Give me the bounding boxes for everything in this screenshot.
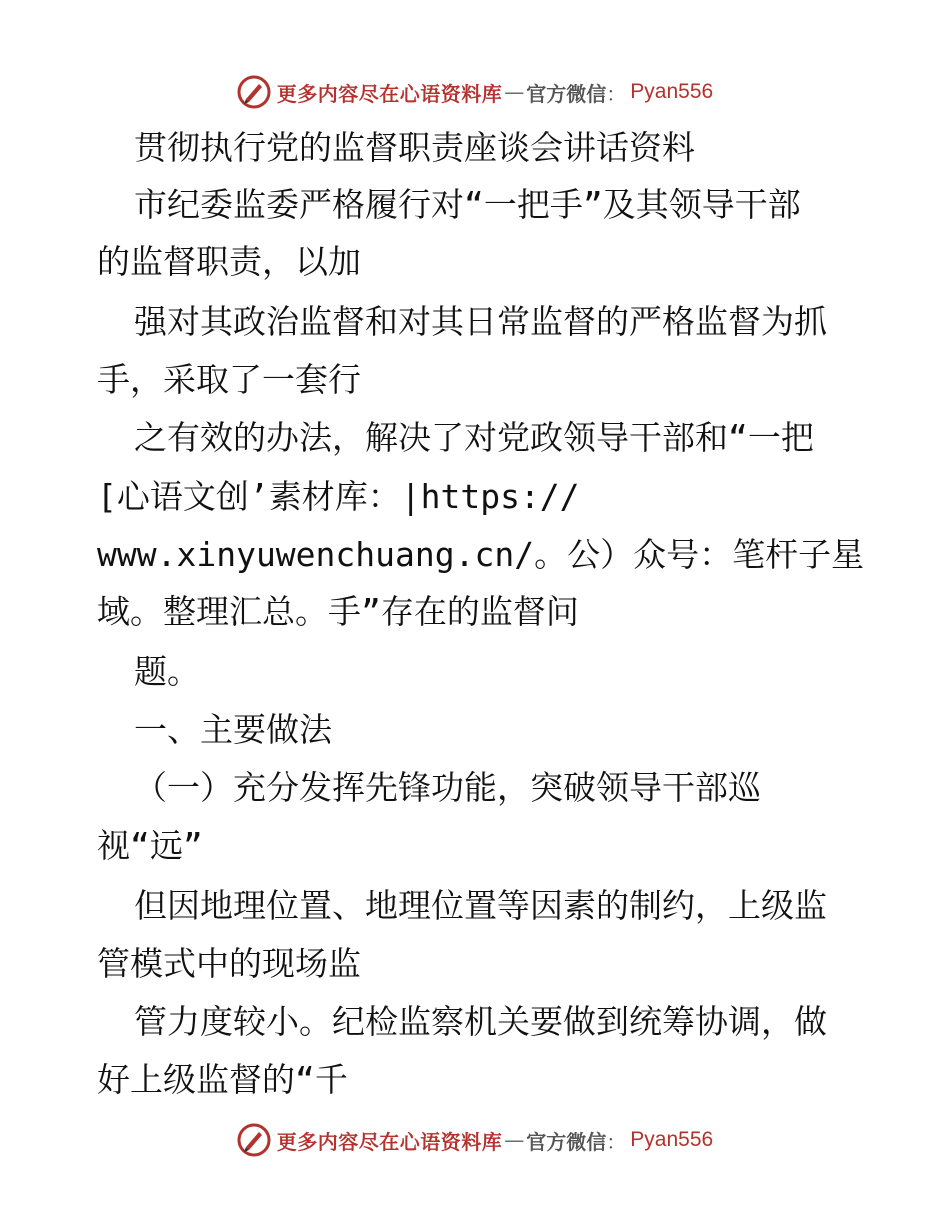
wechat-separator: ： — [606, 81, 627, 106]
footer-banner — [0, 1120, 950, 1160]
paragraph-line: 强对其政治监督和对其日常监督的严格监督为抓 — [134, 302, 827, 341]
promo-text: 更多内容尽在心语资料库 — [276, 81, 503, 106]
header-banner — [0, 72, 950, 112]
paragraph-line: [心语文创’素材库：|https:// — [97, 477, 580, 516]
wechat-separator: ： — [606, 1129, 627, 1154]
section-heading: 一、主要做法 — [134, 710, 332, 749]
paragraph-line: www.xinyuwenchuang.cn/。公）众号：笔杆子星 — [97, 535, 865, 574]
pen-logo-icon — [237, 1123, 271, 1157]
paragraph-line: 域。整理汇总。手”存在的监督问 — [97, 592, 579, 631]
paragraph-line: 但因地理位置、地理位置等因素的制约，上级监 — [134, 886, 827, 925]
paragraph-line: 手，采取了一套行 — [97, 360, 361, 399]
wechat-label: 官方微信 — [526, 1129, 607, 1154]
paragraph-line: 的监督职责，以加 — [97, 242, 361, 281]
subsection-heading: 视“远” — [97, 826, 203, 865]
banner-dash: — — [504, 1128, 525, 1152]
wechat-label: 官方微信 — [526, 81, 607, 106]
paragraph-line: 管力度较小。纪检监察机关要做到统筹协调，做 — [134, 1002, 827, 1041]
paragraph-line: 好上级监督的“千 — [97, 1060, 348, 1099]
paragraph-line: 市纪委监委严格履行对“一把手”及其领导干部 — [134, 185, 801, 224]
promo-text: 更多内容尽在心语资料库 — [276, 1129, 503, 1154]
document-title: 贯彻执行党的监督职责座谈会讲话资料 — [134, 128, 695, 167]
paragraph-line: 管模式中的现场监 — [97, 944, 361, 983]
paragraph-line: 题。 — [134, 652, 200, 691]
paragraph-line: 之有效的办法，解决了对党政领导干部和“一把 — [134, 418, 814, 457]
wechat-id: Pyan556 — [630, 80, 714, 103]
pen-logo-icon — [237, 75, 271, 109]
banner-dash: — — [504, 80, 525, 104]
wechat-id: Pyan556 — [630, 1128, 714, 1151]
subsection-heading: （一）充分发挥先锋功能，突破领导干部巡 — [134, 768, 761, 807]
